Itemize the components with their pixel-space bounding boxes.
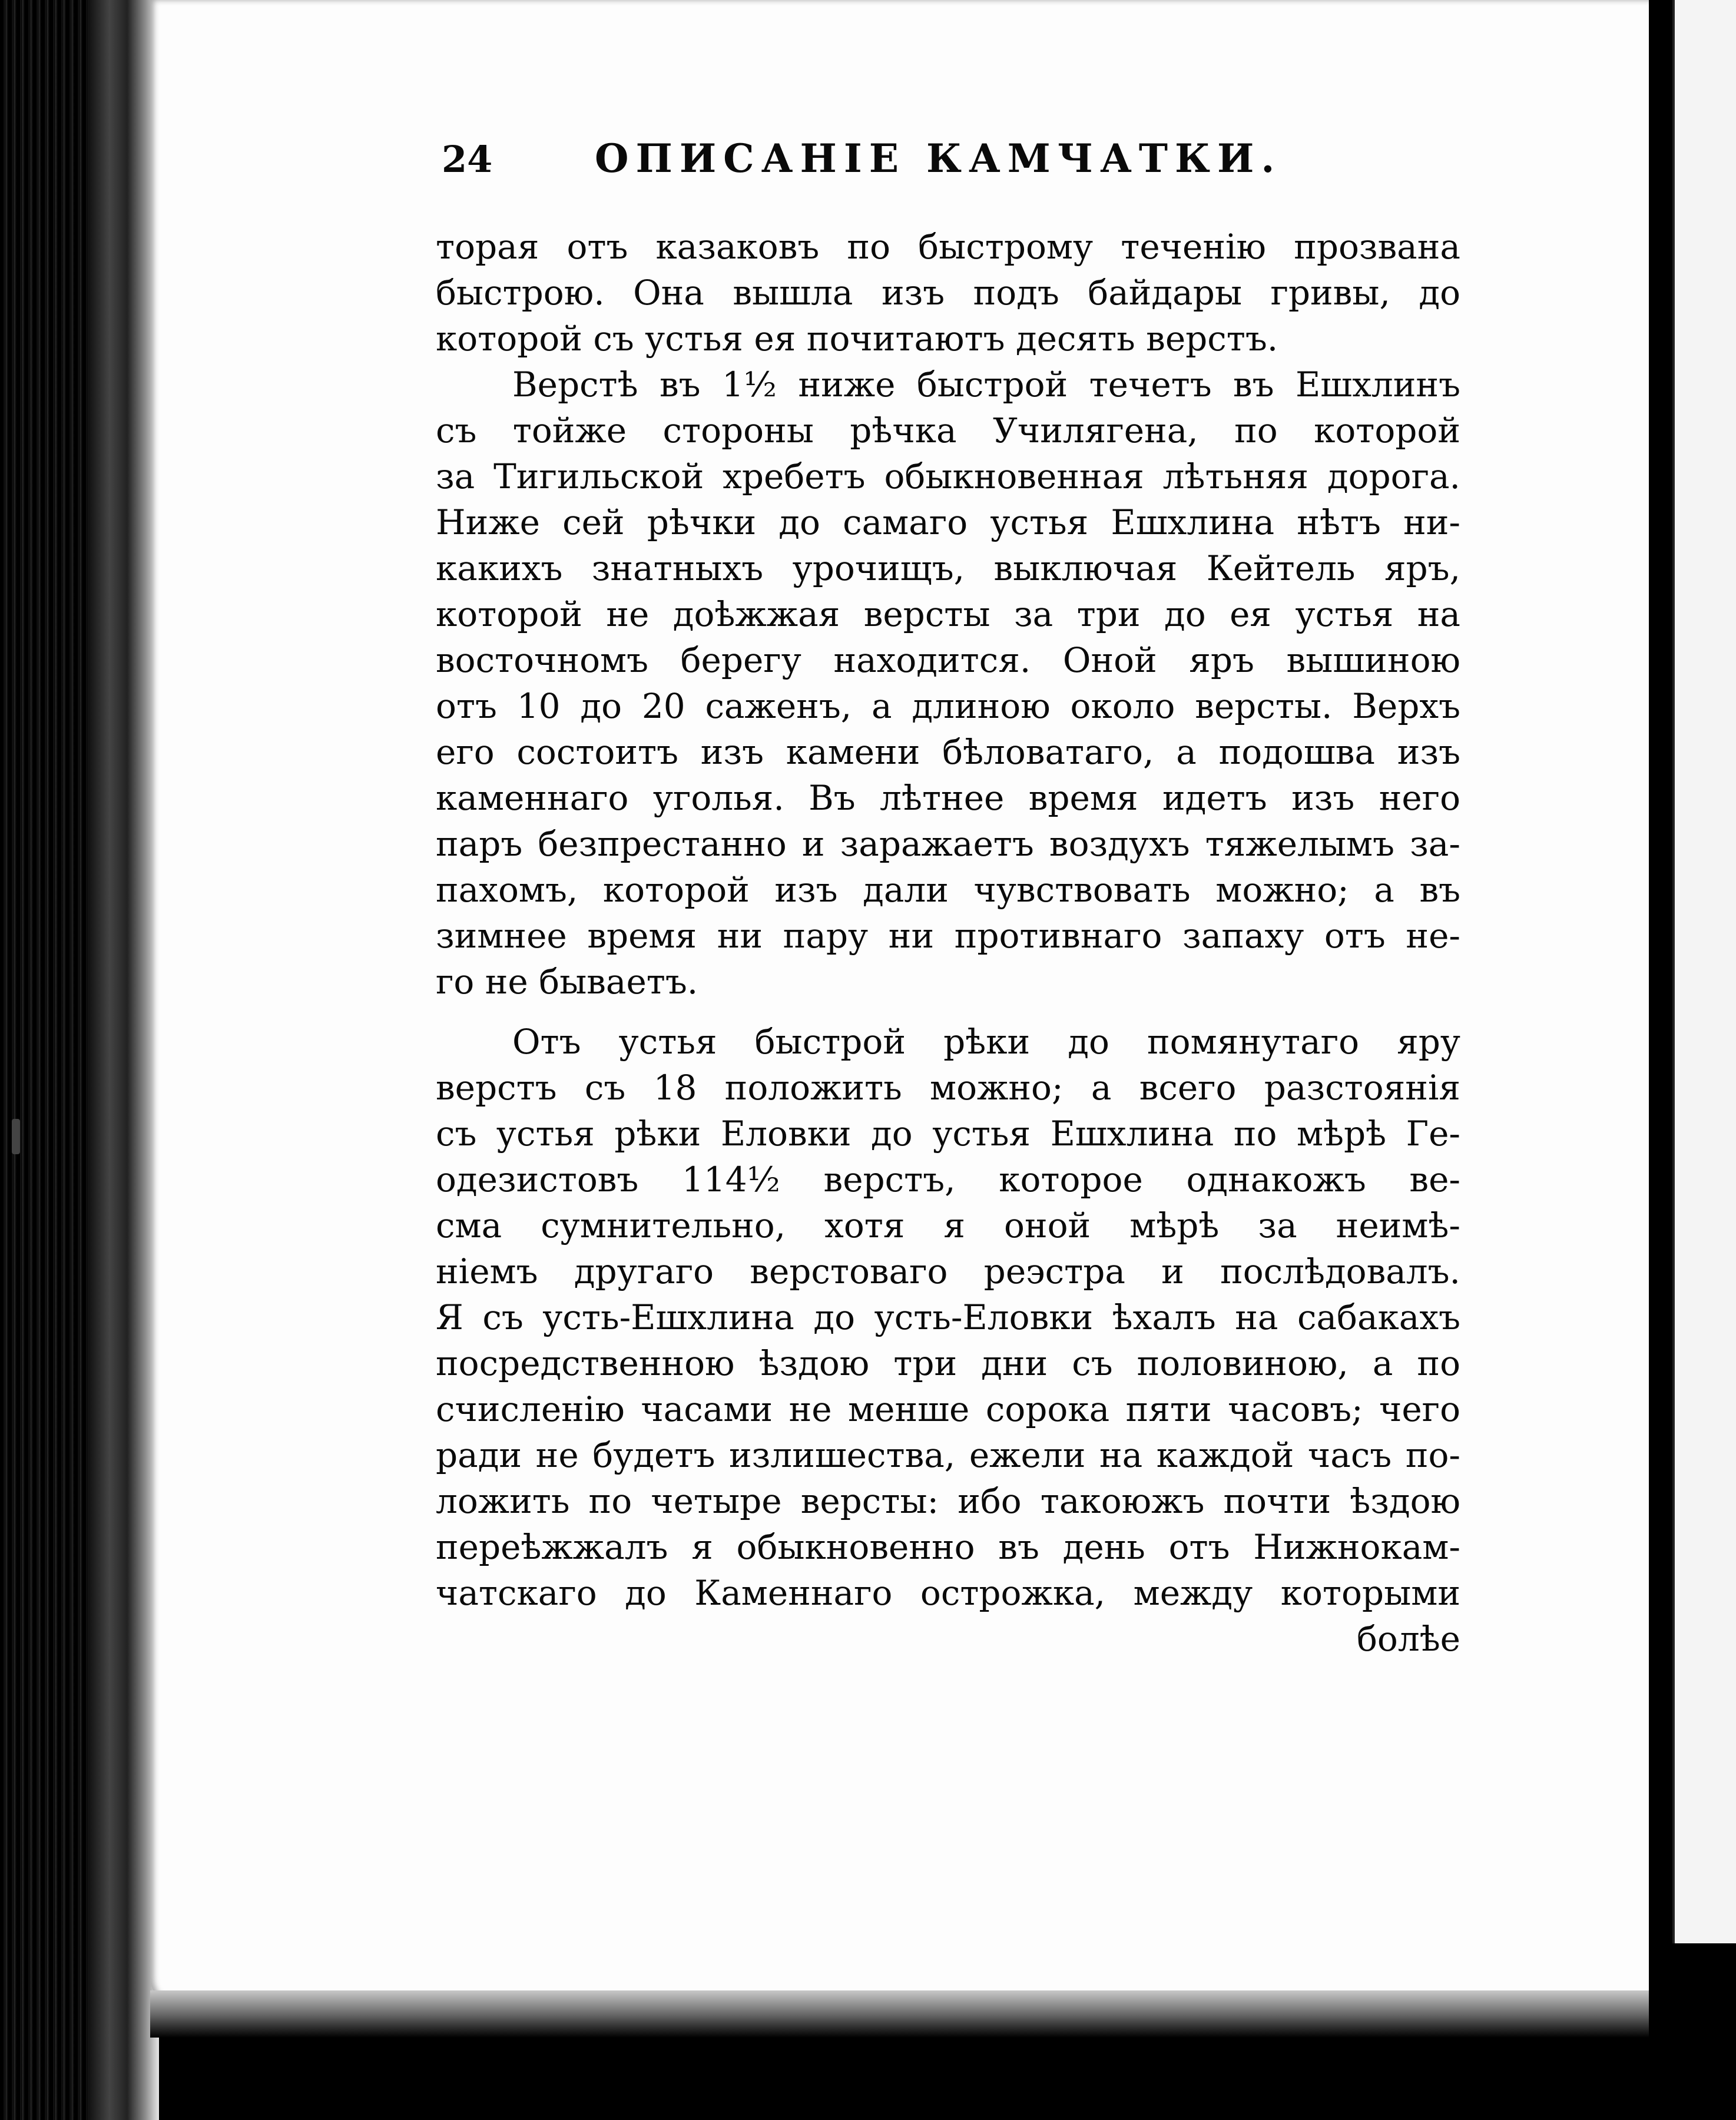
scan-border-bottom-right [1672, 1943, 1736, 2120]
text-line: переѣжжалъ я обыкновенно въ день отъ Нижнокам- [436, 1527, 1460, 1567]
page-number: 24 [442, 138, 493, 181]
scan-smudge [12, 1119, 20, 1154]
text-line: какихъ знатныхъ урочищъ, выключая Кейтель яръ, [436, 548, 1460, 588]
text-line: торая отъ казаковъ по быстрому теченію прозвана [436, 227, 1460, 267]
page-bottom-shadow [150, 1990, 1658, 2038]
text-line: его состоитъ изъ камени бѣловатаго, а подошва изъ [436, 732, 1460, 772]
text-line: быстрою. Она вышла изъ подъ байдары гривы, до [436, 273, 1460, 313]
text-line: за Тигильской хребетъ обыкновенная лѣтьняя дорога. [436, 456, 1460, 496]
text-line: которой не доѣжжая версты за три до ея устья на [436, 594, 1460, 634]
text-line: каменнаго уголья. Въ лѣтнее время идетъ изъ него [436, 778, 1460, 818]
page-gutter [1649, 0, 1672, 2120]
text-line: сма сумнительно, хотя я оной мѣрѣ за неимѣ- [436, 1205, 1460, 1246]
text-line: съ тойже стороны рѣчка Училягена, по которой [436, 410, 1460, 450]
text-line: Отъ устья быстрой рѣки до помянутаго яру [512, 1022, 1460, 1062]
text-line: го не бываетъ. [436, 962, 698, 1002]
text-line: Я съ усть-Ешхлина до усть-Еловки ѣхалъ на сабакахъ [436, 1297, 1460, 1337]
paragraph-gap [436, 1005, 1460, 1019]
page-header [436, 135, 1460, 200]
text-line: отъ 10 до 20 саженъ, а длиною около версты. Верхъ [436, 686, 1460, 726]
adjacent-page-edge [1672, 0, 1736, 1943]
text-line: восточномъ берегу находится. Оной яръ вышиною [436, 640, 1460, 680]
text-line: которой съ устья ея почитаютъ десять верстъ. [436, 319, 1278, 359]
text-line: Верстѣ въ 1½ ниже быстрой течетъ въ Ешхлинъ [512, 365, 1460, 405]
running-title: ОПИСАНІЕ КАМЧАТКИ. [595, 135, 1282, 181]
text-line: ради не будетъ излишества, ежели на каждой часъ по- [436, 1435, 1460, 1475]
text-block [436, 135, 1460, 1662]
text-line: ніемъ другаго верстоваго реэстра и послѣдовалъ. [436, 1251, 1460, 1291]
book-spine-shadow [88, 0, 159, 2120]
text-line: паръ безпрестанно и заражаетъ воздухъ тяжелымъ за- [436, 824, 1460, 864]
text-line: съ устья рѣки Еловки до устья Ешхлина по мѣрѣ Ге- [436, 1114, 1460, 1154]
text-line: посредственною ѣздою три дни съ половиною, а по [436, 1343, 1460, 1383]
text-line: одезистовъ 114½ верстъ, которое однакожъ ве- [436, 1160, 1460, 1200]
text-line: ложить по четыре версты: ибо такоюжъ почти ѣздою [436, 1481, 1460, 1521]
catchword: болѣе [1357, 1619, 1460, 1659]
text-line: счисленію часами не менше сорока пяти часовъ; чего [436, 1389, 1460, 1429]
text-line: Ниже сей рѣчки до самаго устья Ешхлина нѣтъ ни- [436, 502, 1460, 542]
text-line: чатскаго до Каменнаго острожка, между которыми [436, 1573, 1460, 1613]
text-line: верстъ съ 18 положить можно; а всего разстоянія [436, 1068, 1460, 1108]
text-line: зимнее время ни пару ни противнаго запаху отъ не- [436, 916, 1460, 956]
text-line: пахомъ, которой изъ дали чувствовать можно; а въ [436, 870, 1460, 910]
